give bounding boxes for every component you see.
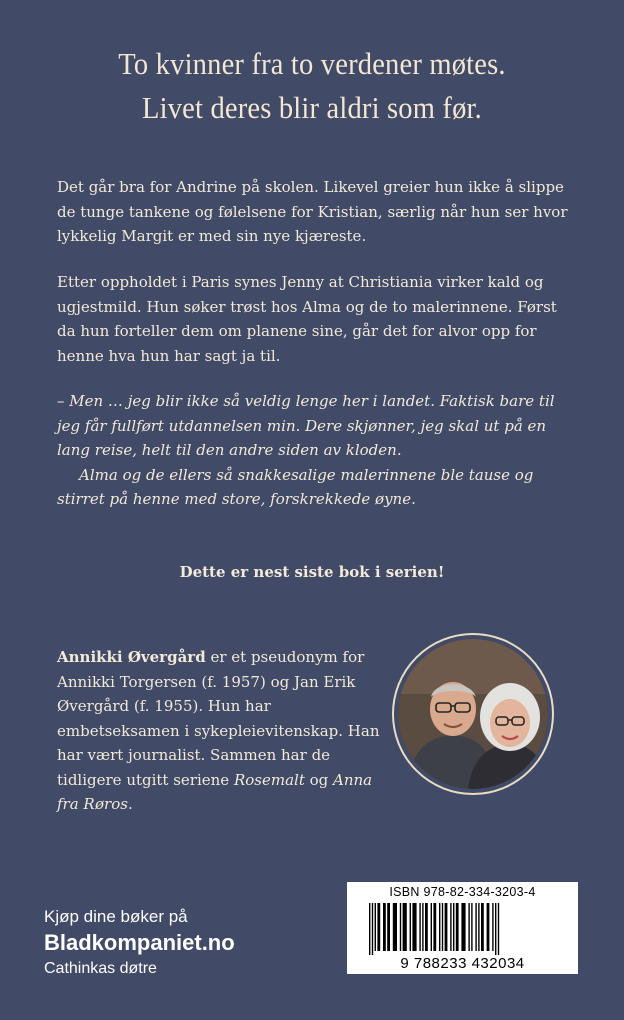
barcode-bars xyxy=(367,903,559,955)
barcode-bar xyxy=(481,903,484,951)
barcode-bar xyxy=(400,903,401,951)
author-name: Annikki Øvergård xyxy=(57,648,206,666)
series-note: Dette er nest siste bok i serien! xyxy=(179,563,445,581)
barcode-bar xyxy=(372,903,373,955)
ean-number: 9 788233 432034 xyxy=(400,955,525,972)
tagline xyxy=(25,42,599,130)
barcode-bar xyxy=(369,903,370,955)
barcode-bar xyxy=(495,903,496,955)
promo-block xyxy=(44,906,235,980)
promo-website: Bladkompaniet.no xyxy=(44,930,235,955)
promo-line-1: Kjøp dine bøker på xyxy=(44,907,188,926)
quote-line-2: Alma og de ellers så snakkesalige malerinnene ble tause og stirret på henne med store, forskrekkede øyne. xyxy=(57,465,534,508)
barcode-bar xyxy=(468,903,469,951)
tagline-line-2: Livet deres blir aldri som før. xyxy=(142,90,482,125)
quote-line-1: – Men … jeg blir ikke så veldig lenge her i landet. Faktisk bare til jeg får fullført utdannelsen min. Dere skjønner, jeg skal ut på en lang reise, helt til den andre siden av kloden. xyxy=(57,392,555,459)
quote-excerpt xyxy=(57,389,569,512)
barcode-bar xyxy=(419,903,420,951)
isbn-text: ISBN 978-82-334-3203-4 xyxy=(389,885,536,899)
series-title-rosemalt: Rosemalt xyxy=(233,770,305,789)
author-bio-text-1: er et pseudonym for Annikki Torgersen (f. 1957) og Jan Erik Øvergård (f. 1955). Hun har embetseksamen i sykepleievitenskap. Han har vært journalist. Sammen har de tidligere utgitt seriene xyxy=(57,648,380,789)
barcode-bar xyxy=(377,903,380,951)
barcode-bar xyxy=(383,903,386,951)
barcode-bar xyxy=(425,903,428,951)
barcode-bar xyxy=(410,903,411,951)
barcode-bar xyxy=(475,903,476,951)
barcode-box xyxy=(347,882,578,974)
barcode-bar xyxy=(498,903,499,955)
barcode-bar xyxy=(442,903,443,951)
barcode-bar xyxy=(387,903,390,951)
blurb-paragraph-1 xyxy=(57,175,569,249)
author-bio xyxy=(57,645,387,817)
barcode-bar xyxy=(456,903,459,951)
author-bio-text-3: . xyxy=(127,795,133,813)
barcode-bar xyxy=(433,903,436,951)
author-bio-text-2: og xyxy=(304,770,334,789)
barcode-bar xyxy=(412,903,416,951)
barcode-bar xyxy=(478,903,479,951)
barcode-bar xyxy=(403,903,407,951)
barcode-bar xyxy=(461,903,465,951)
author-photo xyxy=(398,639,548,789)
barcode-bar xyxy=(450,903,451,951)
barcode-bar xyxy=(492,903,493,951)
barcode-bar xyxy=(393,903,397,951)
barcode-bar xyxy=(487,903,490,951)
barcode-bar xyxy=(453,903,454,951)
barcode-bar xyxy=(431,903,432,951)
barcode-bar xyxy=(422,903,423,951)
barcode-bar xyxy=(375,903,376,951)
tagline-line-1: To kvinner fra to verdener møtes. xyxy=(118,46,506,81)
author-photo-illustration xyxy=(398,639,548,789)
barcode-bar xyxy=(439,903,440,951)
author-photo-frame xyxy=(392,633,554,795)
promo-series-name: Cathinkas døtre xyxy=(44,960,157,977)
barcode-bar xyxy=(445,903,448,951)
barcode-bar xyxy=(471,903,472,951)
blurb-paragraph-2-text: Etter oppholdet i Paris synes Jenny at Christiania virker kald og ugjestmild. Hun søker trøst hos Alma og de to malerinnene. Først da hun forteller dem om planene sine, går det for alvor opp for henne hva hun har sagt ja til. xyxy=(57,273,557,365)
blurb-paragraph-2 xyxy=(57,270,569,368)
series-title-anna-fra-roros: Anna fra Røros xyxy=(57,770,373,813)
blurb-paragraph-1-text: Det går bra for Andrine på skolen. Likevel greier hun ikke å slippe de tunge tankene og følelsene for Kristian, særlig når hun ser hvor lykkelig Margit er med sin nye kjæreste. xyxy=(57,178,568,245)
